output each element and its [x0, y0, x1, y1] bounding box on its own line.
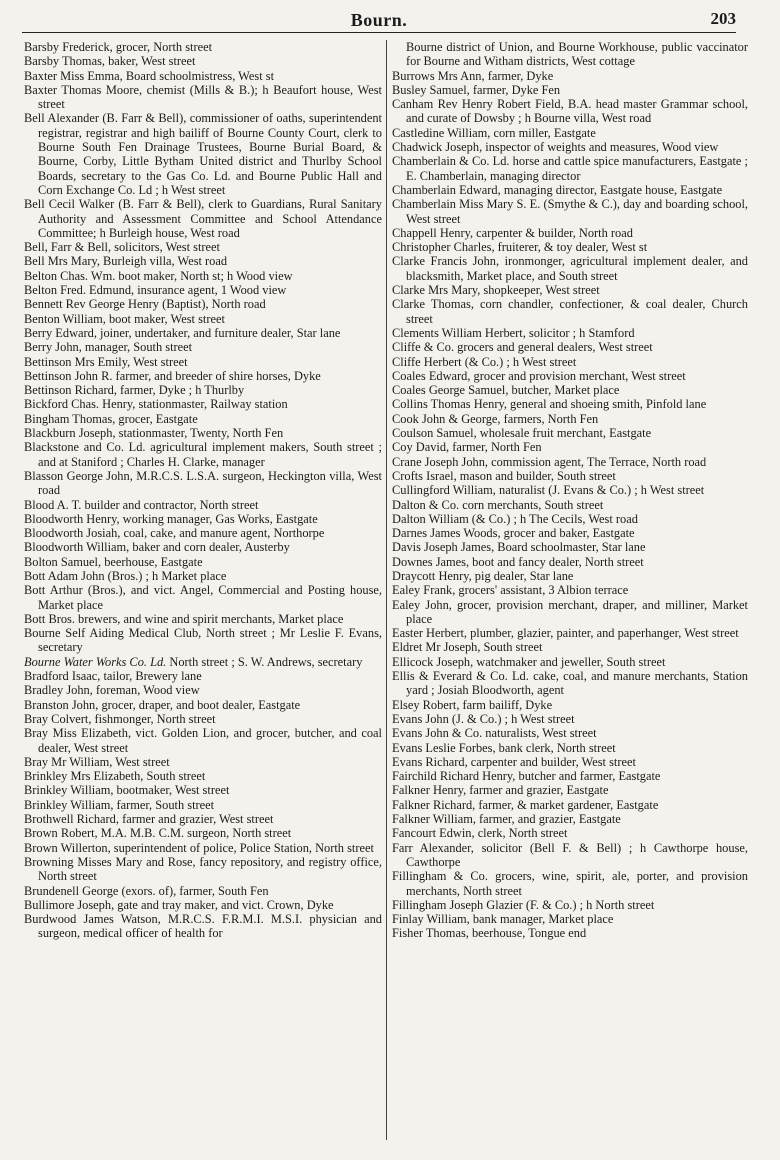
directory-entry: Bloodworth William, baker and corn dealer, Austerby — [24, 540, 290, 555]
directory-entry: Easter Herbert, plumber, glazier, painter, and paperhanger, West street — [392, 626, 739, 641]
directory-entry: Brothwell Richard, farmer and grazier, West street — [24, 812, 274, 827]
directory-entry: Bennett Rev George Henry (Baptist), North road — [24, 297, 266, 312]
directory-entry: Blasson George John, M.R.C.S. L.S.A. surgeon, Heckington villa, West road — [24, 468, 382, 498]
directory-entry: Clarke Mrs Mary, shopkeeper, West street — [392, 283, 600, 298]
directory-entry: Blackstone and Co. Ld. agricultural implement makers, South street ; and at Staniford ; Charles H. Clarke, manager — [24, 440, 382, 469]
directory-entry: Chadwick Joseph, inspector of weights and measures, Wood view — [392, 140, 719, 155]
directory-entry: Bloodworth Henry, working manager, Gas Works, Eastgate — [24, 511, 318, 526]
directory-entry: Fisher Thomas, beerhouse, Tongue end — [392, 926, 587, 941]
directory-entry: Baxter Miss Emma, Board schoolmistress, West st — [24, 68, 275, 83]
directory-entry: Browning Misses Mary and Rose, fancy repository, and registry office, North street — [24, 854, 382, 884]
directory-entry: Ellis & Everard & Co. Ld. cake, coal, and manure merchants, Station yard ; Josiah Bloodworth, agent — [392, 669, 748, 698]
directory-entry: Falkner Henry, farmer and grazier, Eastgate — [392, 783, 609, 798]
directory-entry: Barsby Thomas, baker, West street — [24, 54, 196, 69]
directory-entry: Belton Fred. Edmund, insurance agent, 1 Wood view — [24, 283, 287, 298]
directory-entry: Coy David, farmer, North Fen — [392, 440, 542, 455]
directory-entry: Evans Richard, carpenter and builder, West street — [392, 754, 636, 769]
directory-entry: Bott Bros. brewers, and wine and spirit merchants, Market place — [24, 611, 344, 626]
directory-entry: Chamberlain Edward, managing director, Eastgate house, Eastgate — [392, 182, 723, 197]
directory-entry: Cook John & George, farmers, North Fen — [392, 411, 599, 426]
directory-entry: Baxter Thomas Moore, chemist (Mills & B.); h Beaufort house, West street — [24, 82, 382, 112]
directory-entry: Bullimore Joseph, gate and tray maker, and vict. Crown, Dyke — [24, 897, 334, 912]
directory-entry: Branston John, grocer, draper, and boot dealer, Eastgate — [24, 697, 301, 712]
directory-entry: Fancourt Edwin, clerk, North street — [392, 826, 568, 841]
directory-entry: Evans John (J. & Co.) ; h West street — [392, 711, 575, 726]
right-column — [392, 40, 748, 1152]
directory-entry: Bickford Chas. Henry, stationmaster, Railway station — [24, 397, 288, 412]
directory-entry: Farr Alexander, solicitor (Bell F. & Bell) ; h Cawthorpe house, Cawthorpe — [392, 840, 748, 869]
directory-entry: Bourne Water Works Co. Ld. North street ; S. W. Andrews, secretary — [24, 654, 363, 669]
directory-entry: Falkner William, farmer, and grazier, Eastgate — [392, 812, 621, 827]
directory-entry: Fillingham Joseph Glazier (F. & Co.) ; h North street — [392, 897, 655, 912]
directory-entry: Bott Adam John (Bros.) ; h Market place — [24, 568, 227, 583]
directory-entry: Finlay William, bank manager, Market place — [392, 912, 614, 927]
directory-entry: Draycott Henry, pig dealer, Star lane — [392, 568, 574, 583]
directory-entry: Ellicock Joseph, watchmaker and jeweller, South street — [392, 654, 666, 669]
directory-entry: Collins Thomas Henry, general and shoeing smith, Pinfold lane — [392, 397, 707, 412]
column-divider — [386, 40, 387, 1140]
directory-entry: Bingham Thomas, grocer, Eastgate — [24, 411, 198, 426]
directory-entry: Bray Colvert, fishmonger, North street — [24, 711, 216, 726]
directory-entry: Bradford Isaac, tailor, Brewery lane — [24, 669, 202, 684]
directory-entry: Crane Joseph John, commission agent, The Terrace, North road — [392, 454, 707, 469]
directory-entry: Brown Willerton, superintendent of police, Police Station, North street — [24, 840, 374, 855]
directory-entry: Brinkley William, bootmaker, West street — [24, 783, 230, 798]
directory-entry: Dalton William (& Co.) ; h The Cecils, West road — [392, 511, 638, 526]
directory-entry: Benton William, boot maker, West street — [24, 311, 225, 326]
directory-entry: Berry Edward, joiner, undertaker, and furniture dealer, Star lane — [24, 325, 341, 340]
directory-entry: Bettinson Mrs Emily, West street — [24, 354, 188, 369]
page-header — [22, 6, 736, 33]
directory-entry: Dalton & Co. corn merchants, South street — [392, 497, 604, 512]
directory-entry: Busley Samuel, farmer, Dyke Fen — [392, 82, 561, 97]
directory-entry: Blackburn Joseph, stationmaster, Twenty, North Fen — [24, 426, 284, 441]
italic-firm-name: Bourne Water Works Co. Ld. — [24, 654, 167, 669]
directory-entry: Bray Mr William, West street — [24, 754, 170, 769]
directory-entry: Coales George Samuel, butcher, Market place — [392, 383, 620, 398]
directory-entry: Belton Chas. Wm. boot maker, North st; h Wood view — [24, 268, 293, 283]
directory-entry: Falkner Richard, farmer, & market gardener, Eastgate — [392, 797, 659, 812]
directory-entry: Evans John & Co. naturalists, West street — [392, 726, 597, 741]
directory-entry: Clements William Herbert, solicitor ; h Stamford — [392, 325, 635, 340]
directory-entry: Bell Mrs Mary, Burleigh villa, West road — [24, 254, 228, 269]
directory-entry: Downes James, boot and fancy dealer, North street — [392, 554, 644, 569]
directory-entry: Ealey John, grocer, provision merchant, draper, and milliner, Market place — [392, 597, 748, 626]
directory-entry: Burdwood James Watson, M.R.C.S. F.R.M.I. M.S.I. physician and surgeon, medical officer of health for — [24, 912, 382, 941]
directory-entry: Fairchild Richard Henry, butcher and farmer, Eastgate — [392, 769, 661, 784]
directory-entry: Bell Alexander (B. Farr & Bell), commissioner of oaths, superintendent registrar, registrar and high bailiff of Bourne County Court, clerk to Bourne South Fen Drainage Trustees, Bourne Burial Board, & Bourne, Corby, Little Bytham United district and Thurlby School Boards, secretary to the Gas Co. Ld. and Bourne Public Hall and Corn Exchange Co. Ld ; h West street — [24, 111, 382, 197]
directory-entry: Castledine William, corn miller, Eastgate — [392, 125, 596, 140]
directory-entry: Davis Joseph James, Board schoolmaster, Star lane — [392, 540, 646, 555]
directory-entry: Bloodworth Josiah, coal, cake, and manure agent, Northorpe — [24, 526, 325, 541]
page-title: Bourn. — [350, 10, 408, 30]
directory-entry: Canham Rev Henry Robert Field, B.A. head master Grammar school, and curate of Dowsby ; h Bourne villa, West road — [392, 97, 748, 126]
directory-entry: Brundenell George (exors. of), farmer, South Fen — [24, 883, 269, 898]
directory-entry: Berry John, manager, South street — [24, 340, 193, 355]
directory-entry: Cliffe & Co. grocers and general dealers, West street — [392, 340, 653, 355]
directory-entry: Cliffe Herbert (& Co.) ; h West street — [392, 354, 577, 369]
directory-entry: Chamberlain & Co. Ld. horse and cattle spice manufacturers, Eastgate ; E. Chamberlain, managing director — [392, 154, 748, 183]
directory-entry: Bell, Farr & Bell, solicitors, West street — [24, 240, 220, 255]
directory-entry: Barsby Frederick, grocer, North street — [24, 40, 213, 54]
directory-entry: Blood A. T. builder and contractor, North street — [24, 497, 259, 512]
continued-entry: Bourne district of Union, and Bourne Workhouse, public vaccinator for Bourne and Witham districts, West cottage — [406, 40, 748, 69]
directory-entry: Clarke Francis John, ironmonger, agricultural implement dealer, and blacksmith, Market place, and South street — [392, 254, 748, 283]
directory-entry: Bourne Self Aiding Medical Club, North street ; Mr Leslie F. Evans, secretary — [24, 626, 382, 655]
directory-entry: Cullingford William, naturalist (J. Evans & Co.) ; h West street — [392, 483, 705, 498]
directory-entry: Bell Cecil Walker (B. Farr & Bell), clerk to Guardians, Rural Sanitary Authority and Assessment Committee and School Attendance Committee; h Burleigh house, West road — [24, 197, 382, 240]
directory-entry: Christopher Charles, fruiterer, & toy dealer, West st — [392, 240, 648, 255]
directory-entry: Chappell Henry, carpenter & builder, North road — [392, 225, 633, 240]
directory-entry: Ealey Frank, grocers' assistant, 3 Albion terrace — [392, 583, 629, 598]
directory-entry: Eldret Mr Joseph, South street — [392, 640, 543, 655]
directory-entry: Brown Robert, M.A. M.B. C.M. surgeon, North street — [24, 826, 292, 841]
left-column — [24, 40, 382, 1152]
directory-entry: Bettinson John R. farmer, and breeder of shire horses, Dyke — [24, 368, 321, 383]
directory-entry: Elsey Robert, farm bailiff, Dyke — [392, 697, 553, 712]
directory-entry: Coales Edward, grocer and provision merchant, West street — [392, 368, 686, 383]
directory-entry: Evans Leslie Forbes, bank clerk, North street — [392, 740, 616, 755]
directory-entry: Bettinson Richard, farmer, Dyke ; h Thurlby — [24, 383, 245, 398]
directory-entry: Clarke Thomas, corn chandler, confectioner, & coal dealer, Church street — [392, 297, 748, 326]
directory-entry: Bott Arthur (Bros.), and vict. Angel, Commercial and Posting house, Market place — [24, 583, 382, 612]
directory-entry: Chamberlain Miss Mary S. E. (Smythe & C.), day and boarding school, West street — [392, 197, 748, 226]
directory-entry: Coulson Samuel, wholesale fruit merchant, Eastgate — [392, 426, 652, 441]
directory-entry: Crofts Israel, mason and builder, South street — [392, 468, 616, 483]
directory-entry: Brinkley William, farmer, South street — [24, 797, 215, 812]
directory-entry: Bray Miss Elizabeth, vict. Golden Lion, and grocer, butcher, and coal dealer, West street — [24, 726, 382, 755]
directory-entry: Burrows Mrs Ann, farmer, Dyke — [392, 68, 554, 83]
directory-entry: Bradley John, foreman, Wood view — [24, 683, 200, 698]
directory-entry: Brinkley Mrs Elizabeth, South street — [24, 769, 206, 784]
directory-entry: Fillingham & Co. grocers, wine, spirit, ale, porter, and provision merchants, North street — [392, 869, 748, 898]
directory-entry: Bolton Samuel, beerhouse, Eastgate — [24, 554, 203, 569]
directory-entry: Darnes James Woods, grocer and baker, Eastgate — [392, 526, 635, 541]
page-number: 203 — [710, 9, 736, 28]
